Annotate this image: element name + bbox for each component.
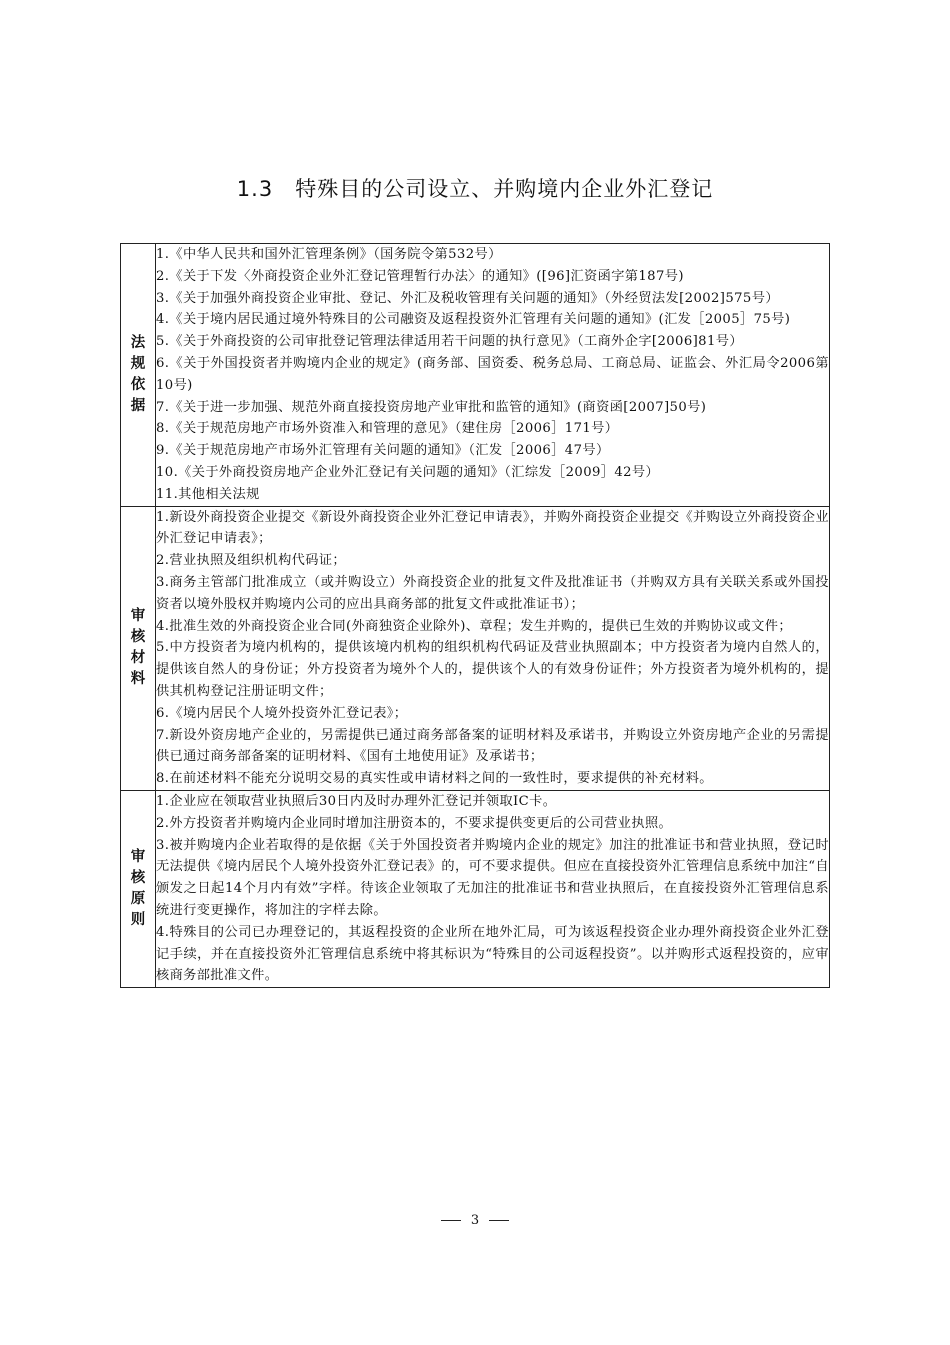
section-content-review-materials	[156, 506, 830, 790]
section-label-legal-basis: 法 规 依 据	[121, 244, 156, 507]
list-item: 10.《关于外商投资房地产企业外汇登记有关问题的通知》（汇综发［2009］42号）	[156, 464, 660, 480]
title-text: 特殊目的公司设立、并购境内企业外汇登记	[295, 177, 714, 201]
list-item: 4.批准生效的外商投资企业合同(外商独资企业除外)、章程；发生并购的，提供已生效的并购协议或文件；	[156, 618, 792, 634]
list-item: 4.《关于境内居民通过境外特殊目的公司融资及返程投资外汇管理有关问题的通知》(汇发［2005］75号)	[156, 312, 791, 328]
section-content-legal-basis	[156, 244, 830, 507]
title-number: 1.3	[236, 177, 274, 201]
list-item: 2.《关于下发〈外商投资企业外汇登记管理暂行办法〉的通知》([96]汇资函字第187号)	[156, 268, 684, 284]
section-row-review-materials	[121, 506, 830, 790]
regulation-table	[120, 243, 830, 988]
list-item: 7.新设外资房地产企业的，另需提供已通过商务部备案的证明材料及承诺书，并购设立外资房地产企业的另需提供已通过商务部备案的证明材料、《国有土地使用证》及承诺书；	[156, 727, 829, 765]
section-row-legal-basis	[121, 244, 830, 507]
list-item: 3.《关于加强外商投资企业审批、登记、外汇及税收管理有关问题的通知》（外经贸法发[2002]575号）	[156, 290, 779, 306]
page-number: 3	[470, 1213, 480, 1228]
list-item: 3.商务主管部门批准成立（或并购设立）外商投资企业的批复文件及批准证书（并购双方具有关联关系或外国投资者以境外股权并购境内公司的应出具商务部的批复文件或批准证书）；	[156, 574, 829, 612]
list-item: 6.《关于外国投资者并购境内企业的规定》(商务部、国资委、税务总局、工商总局、证监会、外汇局令2006第10号)	[156, 355, 829, 393]
list-item: 5.《关于外商投资的公司审批登记管理法律适用若干问题的执行意见》（工商外企字[2006]81号）	[156, 334, 743, 350]
section-content-review-principles	[156, 790, 830, 987]
section-label-review-materials: 审 核 材 料	[121, 506, 156, 790]
list-item: 8.在前述材料不能充分说明交易的真实性或申请材料之间的一致性时，要求提供的补充材料。	[156, 771, 713, 787]
list-item: 11.其他相关法规	[156, 486, 260, 502]
section-row-review-principles	[121, 790, 830, 987]
page-footer	[0, 1213, 950, 1228]
list-item: 8.《关于规范房地产市场外资准入和管理的意见》（建住房［2006］171号）	[156, 421, 619, 437]
footer-dash-left	[441, 1220, 461, 1221]
list-item: 4.特殊目的公司已办理登记的，其返程投资的企业所在地外汇局，可为该返程投资企业办理外商投资企业外汇登记手续，并在直接投资外汇管理信息系统中将其标识为“特殊目的公司返程投资”。以并购形式返程投资的，应审核商务部批准文件。	[156, 924, 829, 984]
list-item: 2.营业执照及组织机构代码证；	[156, 553, 347, 569]
list-item: 7.《关于进一步加强、规范外商直接投资房地产业审批和监管的通知》(商资函[2007]50号)	[156, 399, 707, 415]
list-item: 5.中方投资者为境内机构的，提供该境内机构的组织机构代码证及营业执照副本；中方投资者为境内自然人的，提供该自然人的身份证；外方投资者为境外个人的，提供该个人的有效身份证件；外方投资者为境外机构的，提供其机构登记注册证明文件；	[156, 640, 829, 699]
list-item: 2.外方投资者并购境内企业同时增加注册资本的，不要求提供变更后的公司营业执照。	[156, 815, 673, 831]
list-item: 9.《关于规范房地产市场外汇管理有关问题的通知》（汇发［2006］47号）	[156, 443, 610, 459]
list-item: 1.《中华人民共和国外汇管理条例》（国务院令第532号）	[156, 247, 502, 262]
list-item: 6.《境内居民个人境外投资外汇登记表》；	[156, 705, 408, 721]
list-item: 1.企业应在领取营业执照后30日内及时办理外汇登记并领取IC卡。	[156, 793, 557, 809]
page-title	[0, 173, 950, 203]
footer-dash-right	[489, 1220, 509, 1221]
section-label-review-principles: 审 核 原 则	[121, 790, 156, 987]
list-item: 1.新设外商投资企业提交《新设外商投资企业外汇登记申请表》，并购外商投资企业提交《并购设立外商投资企业外汇登记申请表》；	[156, 509, 829, 547]
list-item: 3.被并购境内企业若取得的是依据《关于外国投资者并购境内企业的规定》加注的批准证书和营业执照，登记时无法提供《境内居民个人境外投资外汇登记表》的，可不要求提供。但应在直接投资外汇管理信息系统中加注“自颁发之日起14个月内有效”字样。待该企业领取了无加注的批准证书和营业执照后，在直接投资外汇管理信息系统进行变更操作，将加注的字样去除。	[156, 837, 829, 918]
